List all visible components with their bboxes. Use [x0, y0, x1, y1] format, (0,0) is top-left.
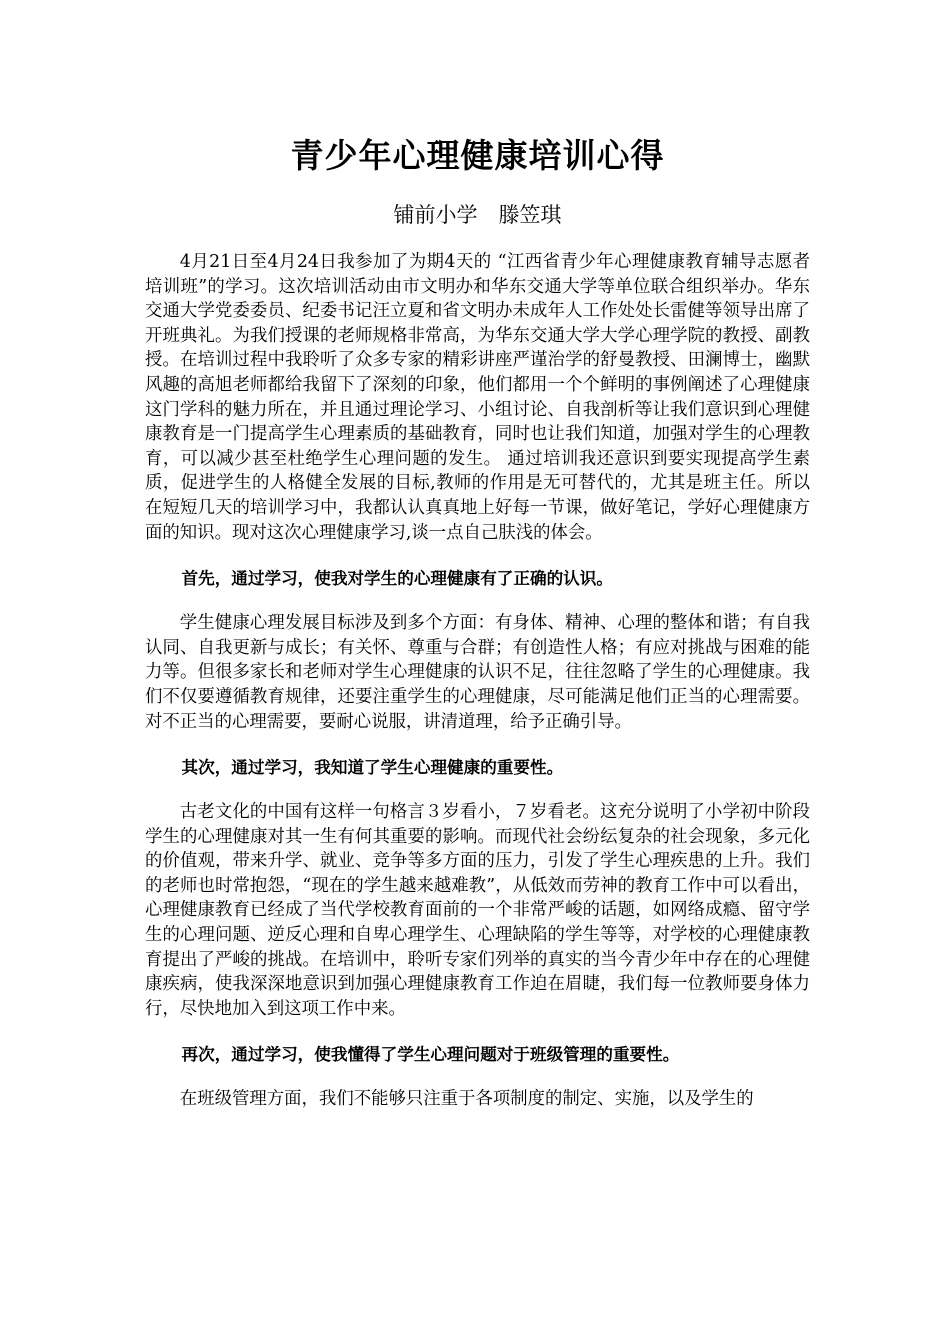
- author-line: 铺前小学 滕笠琪: [393, 203, 562, 227]
- body-paragraph-section-1: 学生健康心理发展目标涉及到多个方面：有身体、精神、心理的整体和谐；有自我认同、自我更新与成长；有关怀、尊重与合群；有创造性人格；有应对挑战与困难的能力等。但很多家长和老师对学生心理健康的认识不足，往往忽略了学生的心理健康。我们不仅要遵循教育规律，还要注重学生的心理健康，尽可能满足他们正当的心理需要。对不正当的心理需要，要耐心说服，讲清道理，给予正确引导。: [145, 613, 810, 732]
- body-paragraph-section-2: 古老文化的中国有这样一句格言３岁看小，７岁看老。这充分说明了小学初中阶段学生的心理健康对其一生有何其重要的影响。而现代社会纷纭复杂的社会现象，多元化的价值观，带来升学、就业、竞争等多方面的压力，引发了学生心理疾患的上升。我们的老师也时常抱怨，“现在的学生越来越难教”，从低效而劳神的教育工作中可以看出，心理健康教育已经成了当代学校教育面前的一个非常严峻的话题，如网络成瘾、留守学生的心理问题、逆反心理和自卑心理学生、心理缺陷的学生等等，对学校的心理健康教育提出了严峻的挑战。在培训中，聆听专家们列举的真实的当今青少年中存在的心理健康疾病，使我深深地意识到加强心理健康教育工作迫在眉睫，我们每一位教师要身体力行，尽快地加入到这项工作中来。: [145, 802, 810, 1019]
- section-heading-3: 再次，通过学习，使我懂得了学生心理问题对于班级管理的重要性。: [181, 1045, 680, 1065]
- document-page: [145, 120, 810, 1112]
- section-heading-1: 首先，通过学习，使我对学生的心理健康有了正确的认识。: [181, 569, 613, 589]
- section-heading-2: 其次，通过学习，我知道了学生心理健康的重要性。: [181, 758, 564, 778]
- body-paragraph-section-3: 在班级管理方面，我们不能够只注重于各项制度的制定、实施，以及学生的: [179, 1089, 754, 1110]
- document-title: 青少年心理健康培训心得: [290, 136, 665, 175]
- body-paragraph-intro: 4月21日至4月24日我参加了为期4天的 “江西省青少年心理健康教育辅导志愿者培训班”的学习。这次培训活动由市文明办和华东交通大学等单位联合组织举办。华东交通大学党委委员、纪委书记汪立夏和省文明办未成年人工作处处长雷健等领导出席了开班典礼。为我们授课的老师规格非常高，为华东交通大学大学心理学院的教授、副教授。在培训过程中我聆听了众多专家的精彩讲座严谨治学的舒曼教授、田澜博士，幽默风趣的高旭老师都给我留下了深刻的印象，他们都用一个个鲜明的事例阐述了心理健康这门学科的魅力所在，并且通过理论学习、小组讨论、自我剖析等让我们意识到心理健康教育是一门提高学生心理素质的基础教育，同时也让我们知道，加强对学生的心理教育，可以减少甚至杜绝学生心理问题的发生。 通过培训我还意识到要实现提高学生素质，促进学生的人格健全发展的目标,教师的作用是无可替代的，尤其是班主任。所以在短短几天的培训学习中，我都认认真真地上好每一节课，做好笔记，学好心理健康方面的知识。现对这次心理健康学习,谈一点自己肤浅的体会。: [145, 252, 810, 543]
